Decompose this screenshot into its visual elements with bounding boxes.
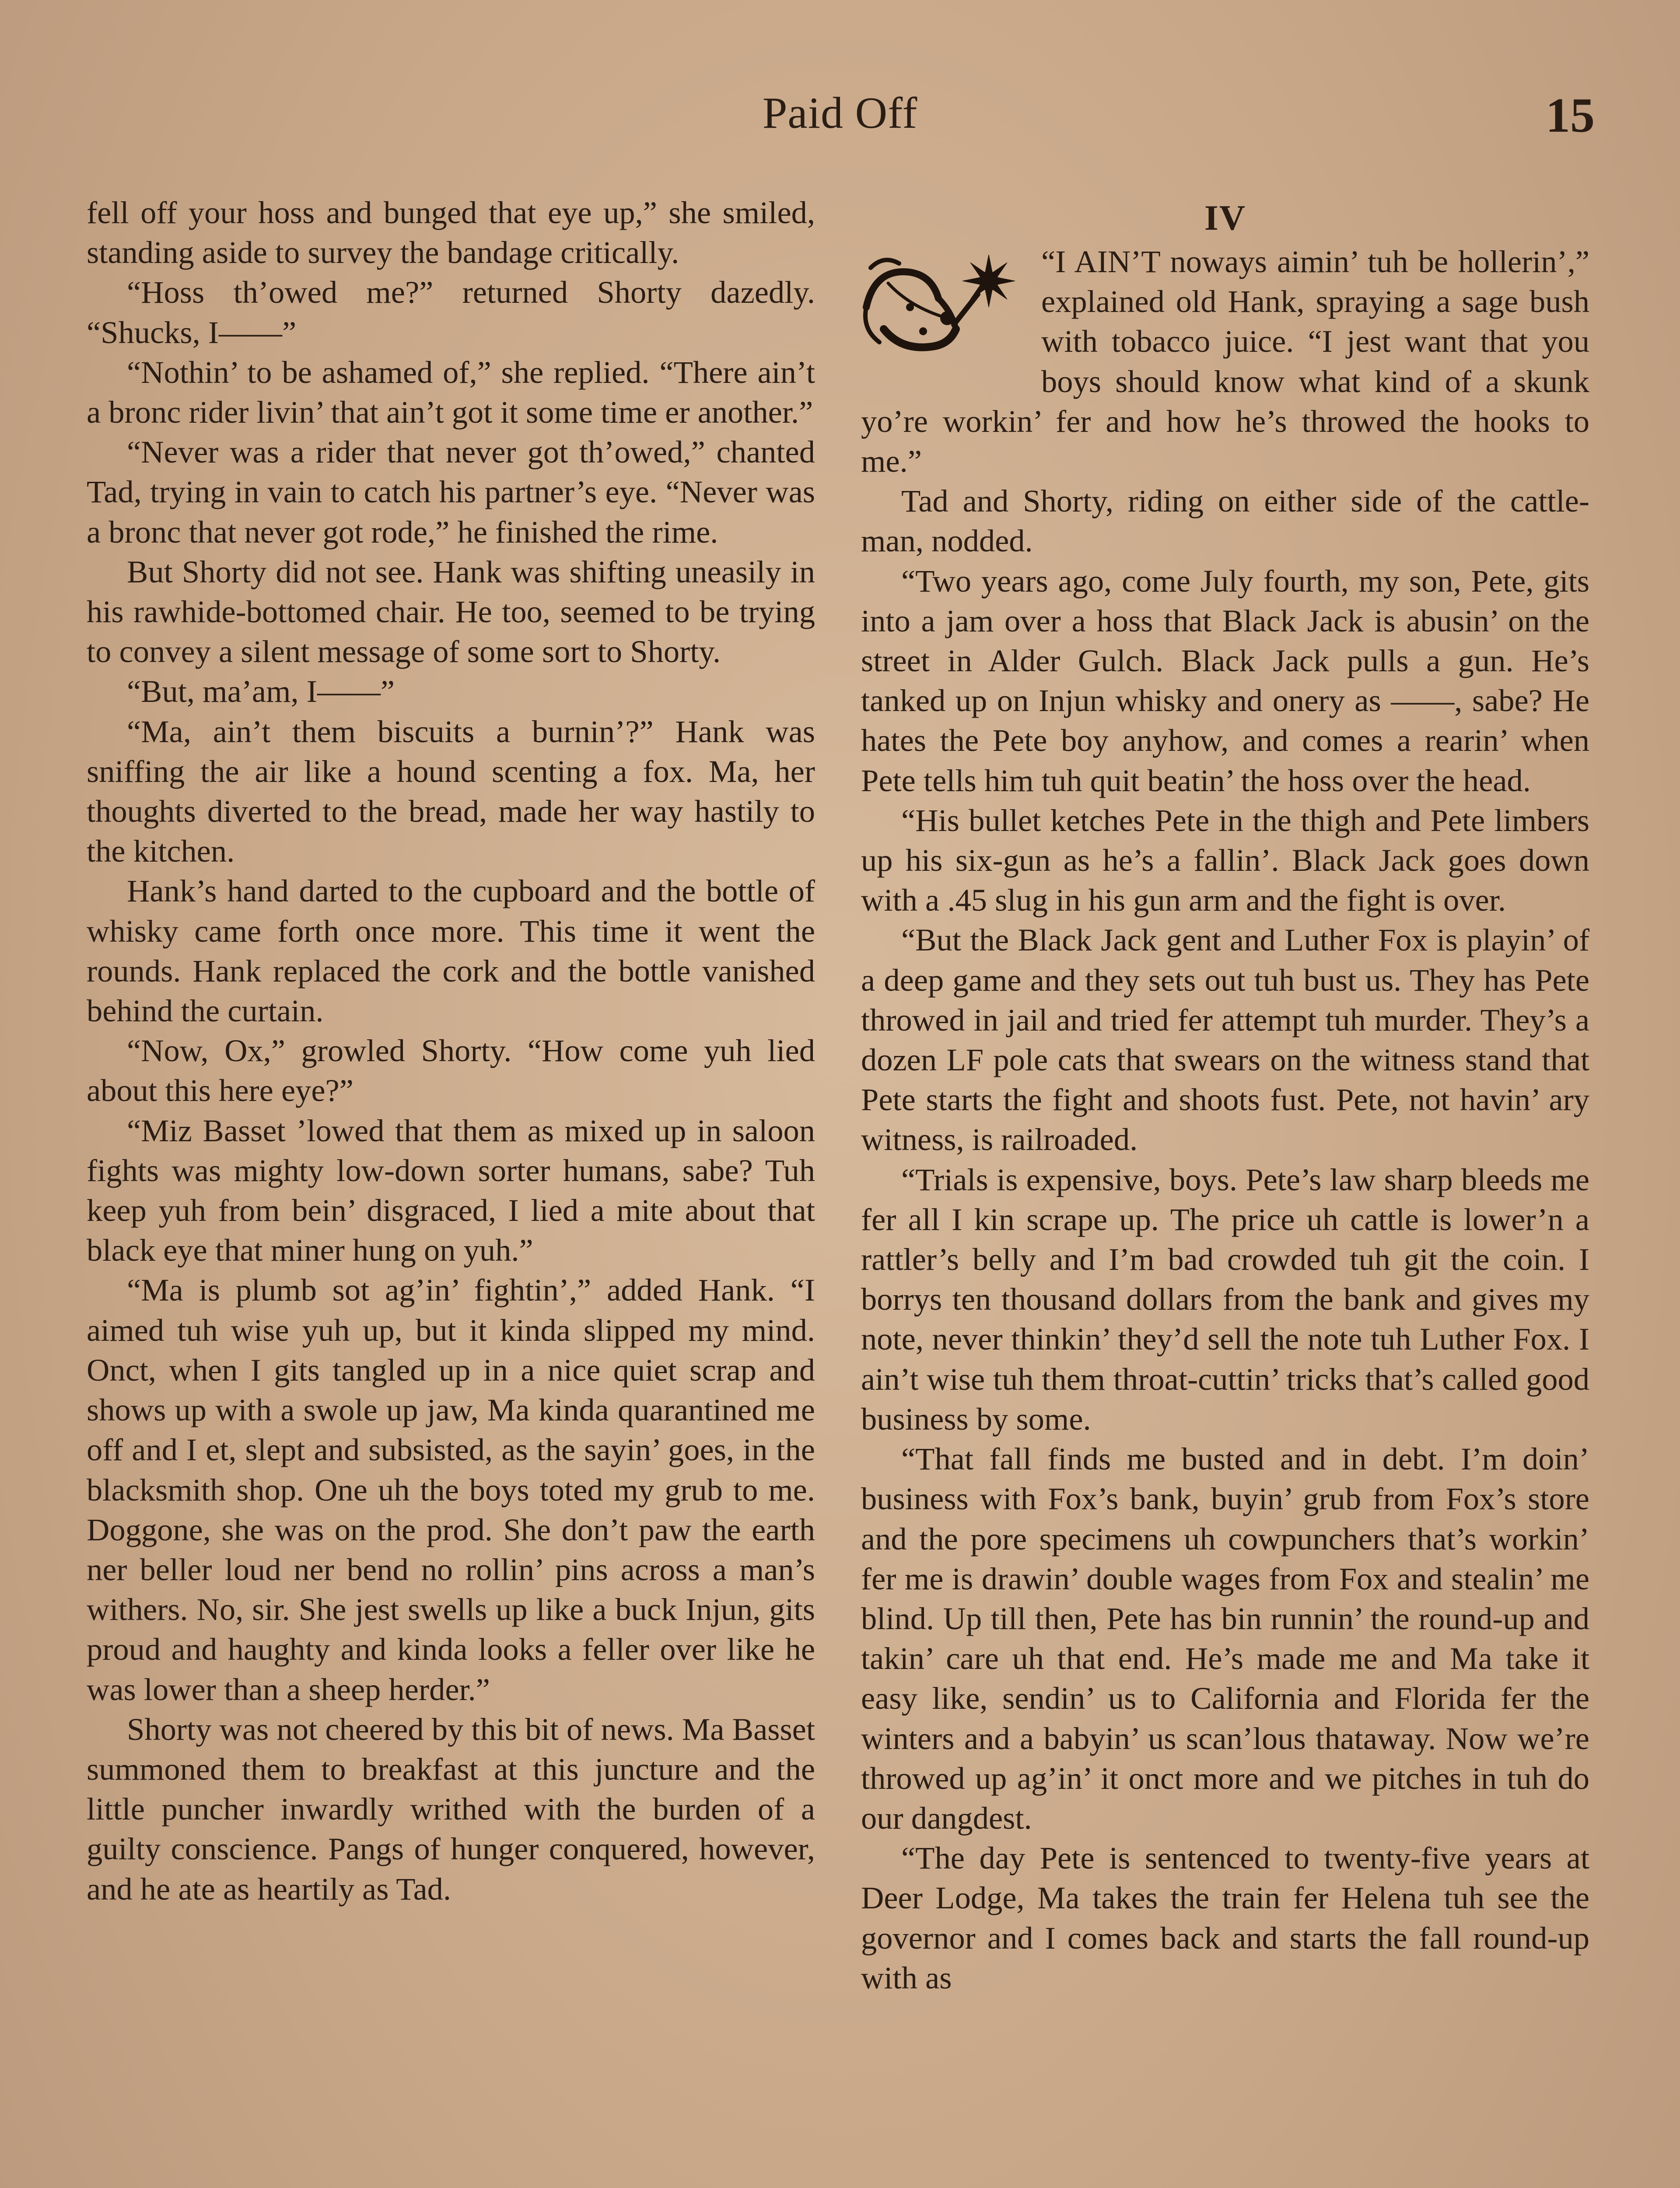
paragraph: “His bullet ketches Pete in the thigh and Pete limbers up his six-gun as he’s a fallin’. Black Jack goes down with a .45 slug in his gun arm and the fight is over.: [861, 802, 1589, 918]
page-header: [0, 88, 1680, 144]
paragraph: “Two years ago, come July fourth, my son, Pete, gits into a jam over a hoss that Black Jack is abusin’ on the street in Alder Gulch. Black Jack pulls a gun. He’s tanked up on Injun whisky and onery as ——, sabe? He hates the Pete boy anyhow, and comes a rearin’ when Pete tells him tuh quit beatin’ the hoss over the head.: [861, 563, 1589, 798]
paragraph: But Shorty did not see. Hank was shifting uneasily in his rawhide-bottomed chair. He too, seemed to be trying to convey a silent message of some sort to Shorty.: [87, 554, 815, 670]
right-column: [861, 193, 1589, 1998]
section-number: IV: [1204, 198, 1246, 238]
paragraph: “Ma is plumb sot ag’in’ fightin’,” added Hank. “I aimed tuh wise yuh up, but it kinda slipped my mind. Onct, when I gits tangled up in a nice quiet scrap and shows up with a swole up jaw, Ma kinda quarantined me off and I et, slept and subsisted, as the sayin’ goes, in the blacksmith shop. One uh the boys toted my grub to me. Doggone, she was on the prod. She don’t paw the earth ner beller loud ner bend no rollin’ pins across a man’s withers. No, sir. She jest swells up like a buck Injun, gits proud and haughty and kinda looks a feller over like he was lower than a sheep herder.”: [87, 1272, 815, 1707]
paragraph: “Never was a rider that never got th’owed,” chanted Tad, trying in vain to catch his partner’s eye. “Never was a bronc that never got rode,” he finished the rime.: [87, 434, 815, 550]
paragraph: “But the Black Jack gent and Luther Fox is playin’ of a deep game and they sets out tuh bust us. They has Pete throwed in jail and tried fer attempt tuh murder. They’s a dozen LF pole cats that swears on the witness stand that Pete starts the fight and shoots fust. Pete, not havin’ ary witness, is railroaded.: [861, 922, 1589, 1157]
paragraph: “But, ma’am, I——”: [127, 673, 395, 709]
paragraph: Hank’s hand darted to the cupboard and the bottle of whisky came forth once more. This time it went the rounds. Hank replaced the cork and the bottle vanished behind the curtain.: [87, 873, 815, 1029]
paragraph: “That fall finds me busted and in debt. I’m doin’ business with Fox’s bank, buyin’ grub from Fox’s store and the pore specimens uh cowpunchers that’s workin’ fer me is drawin’ double wages from Fox and stealin’ me blind. Up till then, Pete has bin runnin’ the round-up and takin’ care uh that end. He’s made me and Ma take it easy like, sendin’ us to California and Florida fer the winters and a babyin’ us scan’lous thataway. Now we’re throwed up ag’in’ it onct more and we pitches in tuh do our dangdest.: [861, 1441, 1589, 1836]
left-column: [87, 193, 815, 1909]
paragraph: “I AIN’T noways aimin’ tuh be hollerin’,” explained old Hank, spraying a sage bush with tobacco juice. “I jest want that you boys should know what kind of a skunk yo’re workin’ fer and how he’s throwed the hooks to me.”: [861, 244, 1589, 479]
paragraph: “Miz Basset ’lowed that them as mixed up in saloon fights was mighty low-down sorter humans, sabe? Tuh keep yuh from bein’ disgraced, I lied a mite about that black eye that miner hung on yuh.”: [87, 1112, 815, 1268]
page-number: 15: [1546, 88, 1595, 143]
paragraph: fell off your hoss and bunged that eye up,” she smiled, standing aside to survey the bandage critically.: [87, 195, 815, 270]
paragraph: “Nothin’ to be ashamed of,” she replied. “There ain’t a bronc rider livin’ that ain’t got it some time er another.”: [87, 354, 815, 430]
paragraph: Shorty was not cheered by this bit of news. Ma Basset summoned them to breakfast at this juncture and the little puncher inwardly writhed with the burden of a guilty conscience. Pangs of hunger conquered, however, and he ate as heartily as Tad.: [87, 1711, 815, 1907]
paragraph: “Hoss th’owed me?” returned Shorty dazedly. “Shucks, I——”: [87, 274, 815, 350]
paragraph: “Now, Ox,” growled Shorty. “How come yuh lied about this here eye?”: [87, 1033, 815, 1108]
paragraph: “The day Pete is sentenced to twenty-five years at Deer Lodge, Ma takes the train fer Helena tuh see the governor and I comes back and starts the fall round-up with as: [861, 1840, 1589, 1995]
spur-icon: [858, 242, 1032, 378]
paragraph: Tad and Shorty, riding on either side of the cattle-man, nodded.: [861, 483, 1589, 559]
paragraph: “Ma, ain’t them biscuits a burnin’?” Hank was sniffing the air like a hound scenting a fox. Ma, her thoughts diverted to the bread, made her way hastily to the kitchen.: [87, 713, 815, 869]
paragraph: “Trials is expensive, boys. Pete’s law sharp bleeds me fer all I kin scrape up. The price uh cattle is lower’n a rattler’s belly and I’m bad crowded tuh git the coin. I borrys ten thousand dollars from the bank and gives my note, never thinkin’ they’d sell the note tuh Luther Fox. I ain’t wise tuh them throat-cuttin’ tricks that’s called good business by some.: [861, 1161, 1589, 1437]
running-title: Paid Off: [762, 88, 918, 138]
